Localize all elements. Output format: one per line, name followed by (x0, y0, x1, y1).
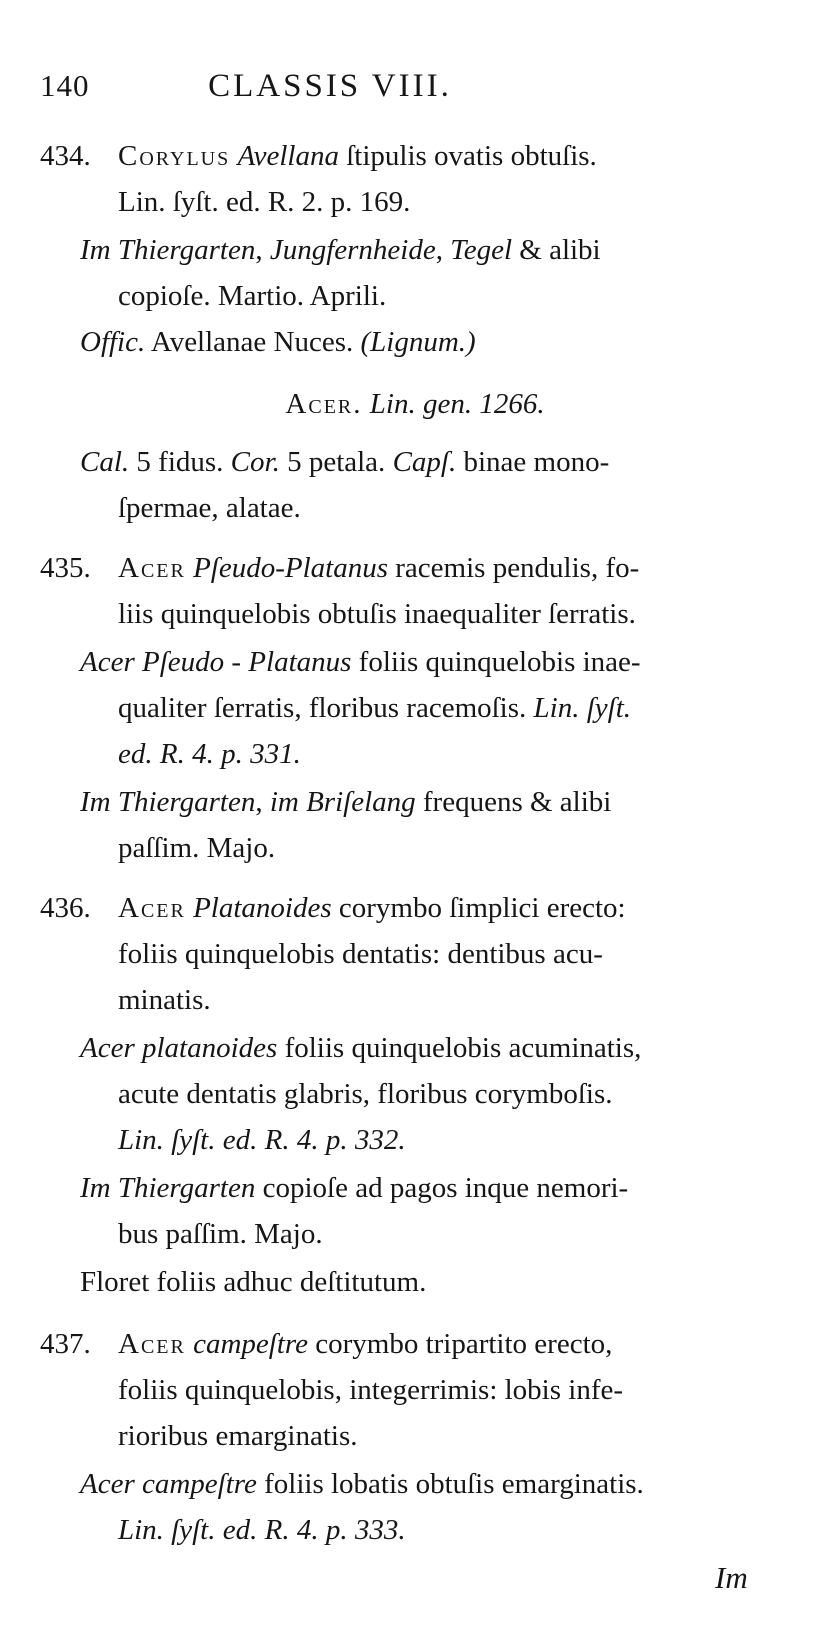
diagnosis-text: racemis pendulis, fo- (395, 552, 640, 584)
entry-436-synonym-2: acute dentatis glabris, floribus corymboſis. (118, 1078, 613, 1110)
synonym-text: foliis quinquelobis inae- (351, 646, 641, 678)
locality-name: Im Thiergarten (80, 234, 256, 266)
genus-name: Acer (118, 1328, 186, 1360)
genus-character-line-2: ſpermae, alatae. (118, 492, 301, 524)
separator: , (255, 786, 270, 818)
entry-435-line-2: liis quinquelobis obtuſis inaequaliter ſerratis. (118, 598, 636, 630)
entry-436-note: Floret foliis adhuc deſtitutum. (80, 1266, 427, 1298)
separator: , (435, 234, 451, 266)
page-header (40, 64, 800, 108)
entry-436-synonym-1 (80, 1026, 641, 1070)
entry-436-synonym-3 (118, 1118, 406, 1162)
diagnosis-text: ſtipulis ovatis obtuſis. (346, 140, 597, 172)
entry-434-line-1 (40, 134, 597, 178)
locality-text: frequens & alibi (415, 786, 612, 818)
locality-text: & alibi (512, 234, 601, 266)
entry-434-officinal (80, 320, 476, 364)
running-title: CLASSIS VIII. (208, 68, 452, 104)
synonym-ref: ed. R. 4. p. 331. (118, 738, 301, 770)
entry-435-synonym-3 (118, 732, 301, 776)
genus-name: Acer (118, 892, 186, 924)
entry-435-locality-2: paſſim. Majo. (118, 832, 276, 864)
officinal-text: Avellanae Nuces. (145, 326, 361, 358)
genus-heading-ref: Lin. gen. 1266. (362, 388, 545, 420)
locality-name: Tegel (450, 234, 513, 266)
entry-436-locality-2: bus paſſim. Majo. (118, 1218, 323, 1250)
species-name: Avellana (237, 140, 339, 172)
genus-character-line-1 (80, 440, 609, 484)
entry-434-locality-2: copioſe. Martio. Aprili. (118, 280, 387, 312)
entry-436-line-3: minatis. (118, 984, 211, 1016)
species-name: Pſeudo-Platanus (193, 552, 389, 584)
synonym-ref: Lin. ſyſt. ed. R. 4. p. 333. (118, 1514, 406, 1546)
entry-435-line-1 (40, 546, 639, 590)
entry-436-line-2: foliis quinquelobis dentatis: dentibus acu- (118, 938, 603, 970)
entry-number: 434. (40, 140, 91, 172)
species-name: campeſtre (193, 1328, 308, 1360)
entry-437-line-2: foliis quinquelobis, integerrimis: lobis infe- (118, 1374, 624, 1406)
capsule-text: binae mono- (456, 446, 610, 478)
synonym-text: qualiter ſerratis, floribus racemoſis. (118, 692, 534, 724)
genus-heading-name: Acer. (285, 388, 363, 420)
calyx-label: Cal. (80, 446, 130, 478)
synonym-ref: Lin. ſyſt. ed. R. 4. p. 332. (118, 1124, 406, 1156)
corolla-label: Cor. (230, 446, 280, 478)
synonym-text: foliis quinquelobis acuminatis, (277, 1032, 642, 1064)
entry-437-synonym-1 (80, 1462, 644, 1506)
entry-434-locality-1 (80, 228, 601, 272)
locality-text: copioſe ad pagos inque nemori- (255, 1172, 629, 1204)
diagnosis-text: corymbo ſimplici erecto: (338, 892, 626, 924)
entry-435-locality-1 (80, 780, 611, 824)
locality-name: Im Thiergarten (80, 786, 256, 818)
diagnosis-text: corymbo tripartito erecto, (315, 1328, 613, 1360)
species-name: Platanoides (193, 892, 332, 924)
capsule-label: Capſ. (392, 446, 457, 478)
synonym-ref: Lin. ſyſt. (533, 692, 632, 724)
entry-436-line-1 (40, 886, 626, 930)
genus-name: Corylus (118, 140, 231, 172)
locality-name: im Briſelang (269, 786, 416, 818)
entry-number: 437. (40, 1328, 91, 1360)
officinal-label: Offic. (80, 326, 146, 358)
entry-437-synonym-2 (118, 1508, 406, 1552)
locality-name: Im Thiergarten (80, 1172, 256, 1204)
entry-number: 436. (40, 892, 91, 924)
separator: , (255, 234, 270, 266)
corolla-text: 5 petala. (279, 446, 393, 478)
calyx-text: 5 fidus. (129, 446, 231, 478)
page-number: 140 (40, 68, 90, 103)
catchword: Im (715, 1560, 748, 1595)
entry-434-reference: Lin. ſyſt. ed. R. 2. p. 169. (118, 186, 411, 218)
locality-name: Jungfernheide (269, 234, 436, 266)
synonym-text: foliis lobatis obtuſis emarginatis. (256, 1468, 644, 1500)
synonym-name: Acer campeſtre (80, 1468, 257, 1500)
entry-number: 435. (40, 552, 91, 584)
genus-name: Acer (118, 552, 186, 584)
entry-437-line-1 (40, 1322, 612, 1366)
entry-435-synonym-2 (118, 686, 631, 730)
genus-heading (0, 382, 830, 426)
synonym-name: Acer Pſeudo - Platanus (80, 646, 352, 678)
synonym-name: Acer platanoides (80, 1032, 278, 1064)
officinal-extra: (Lignum.) (360, 326, 476, 358)
entry-436-locality-1 (80, 1166, 628, 1210)
entry-435-synonym-1 (80, 640, 641, 684)
entry-437-line-3: rioribus emarginatis. (118, 1420, 358, 1452)
